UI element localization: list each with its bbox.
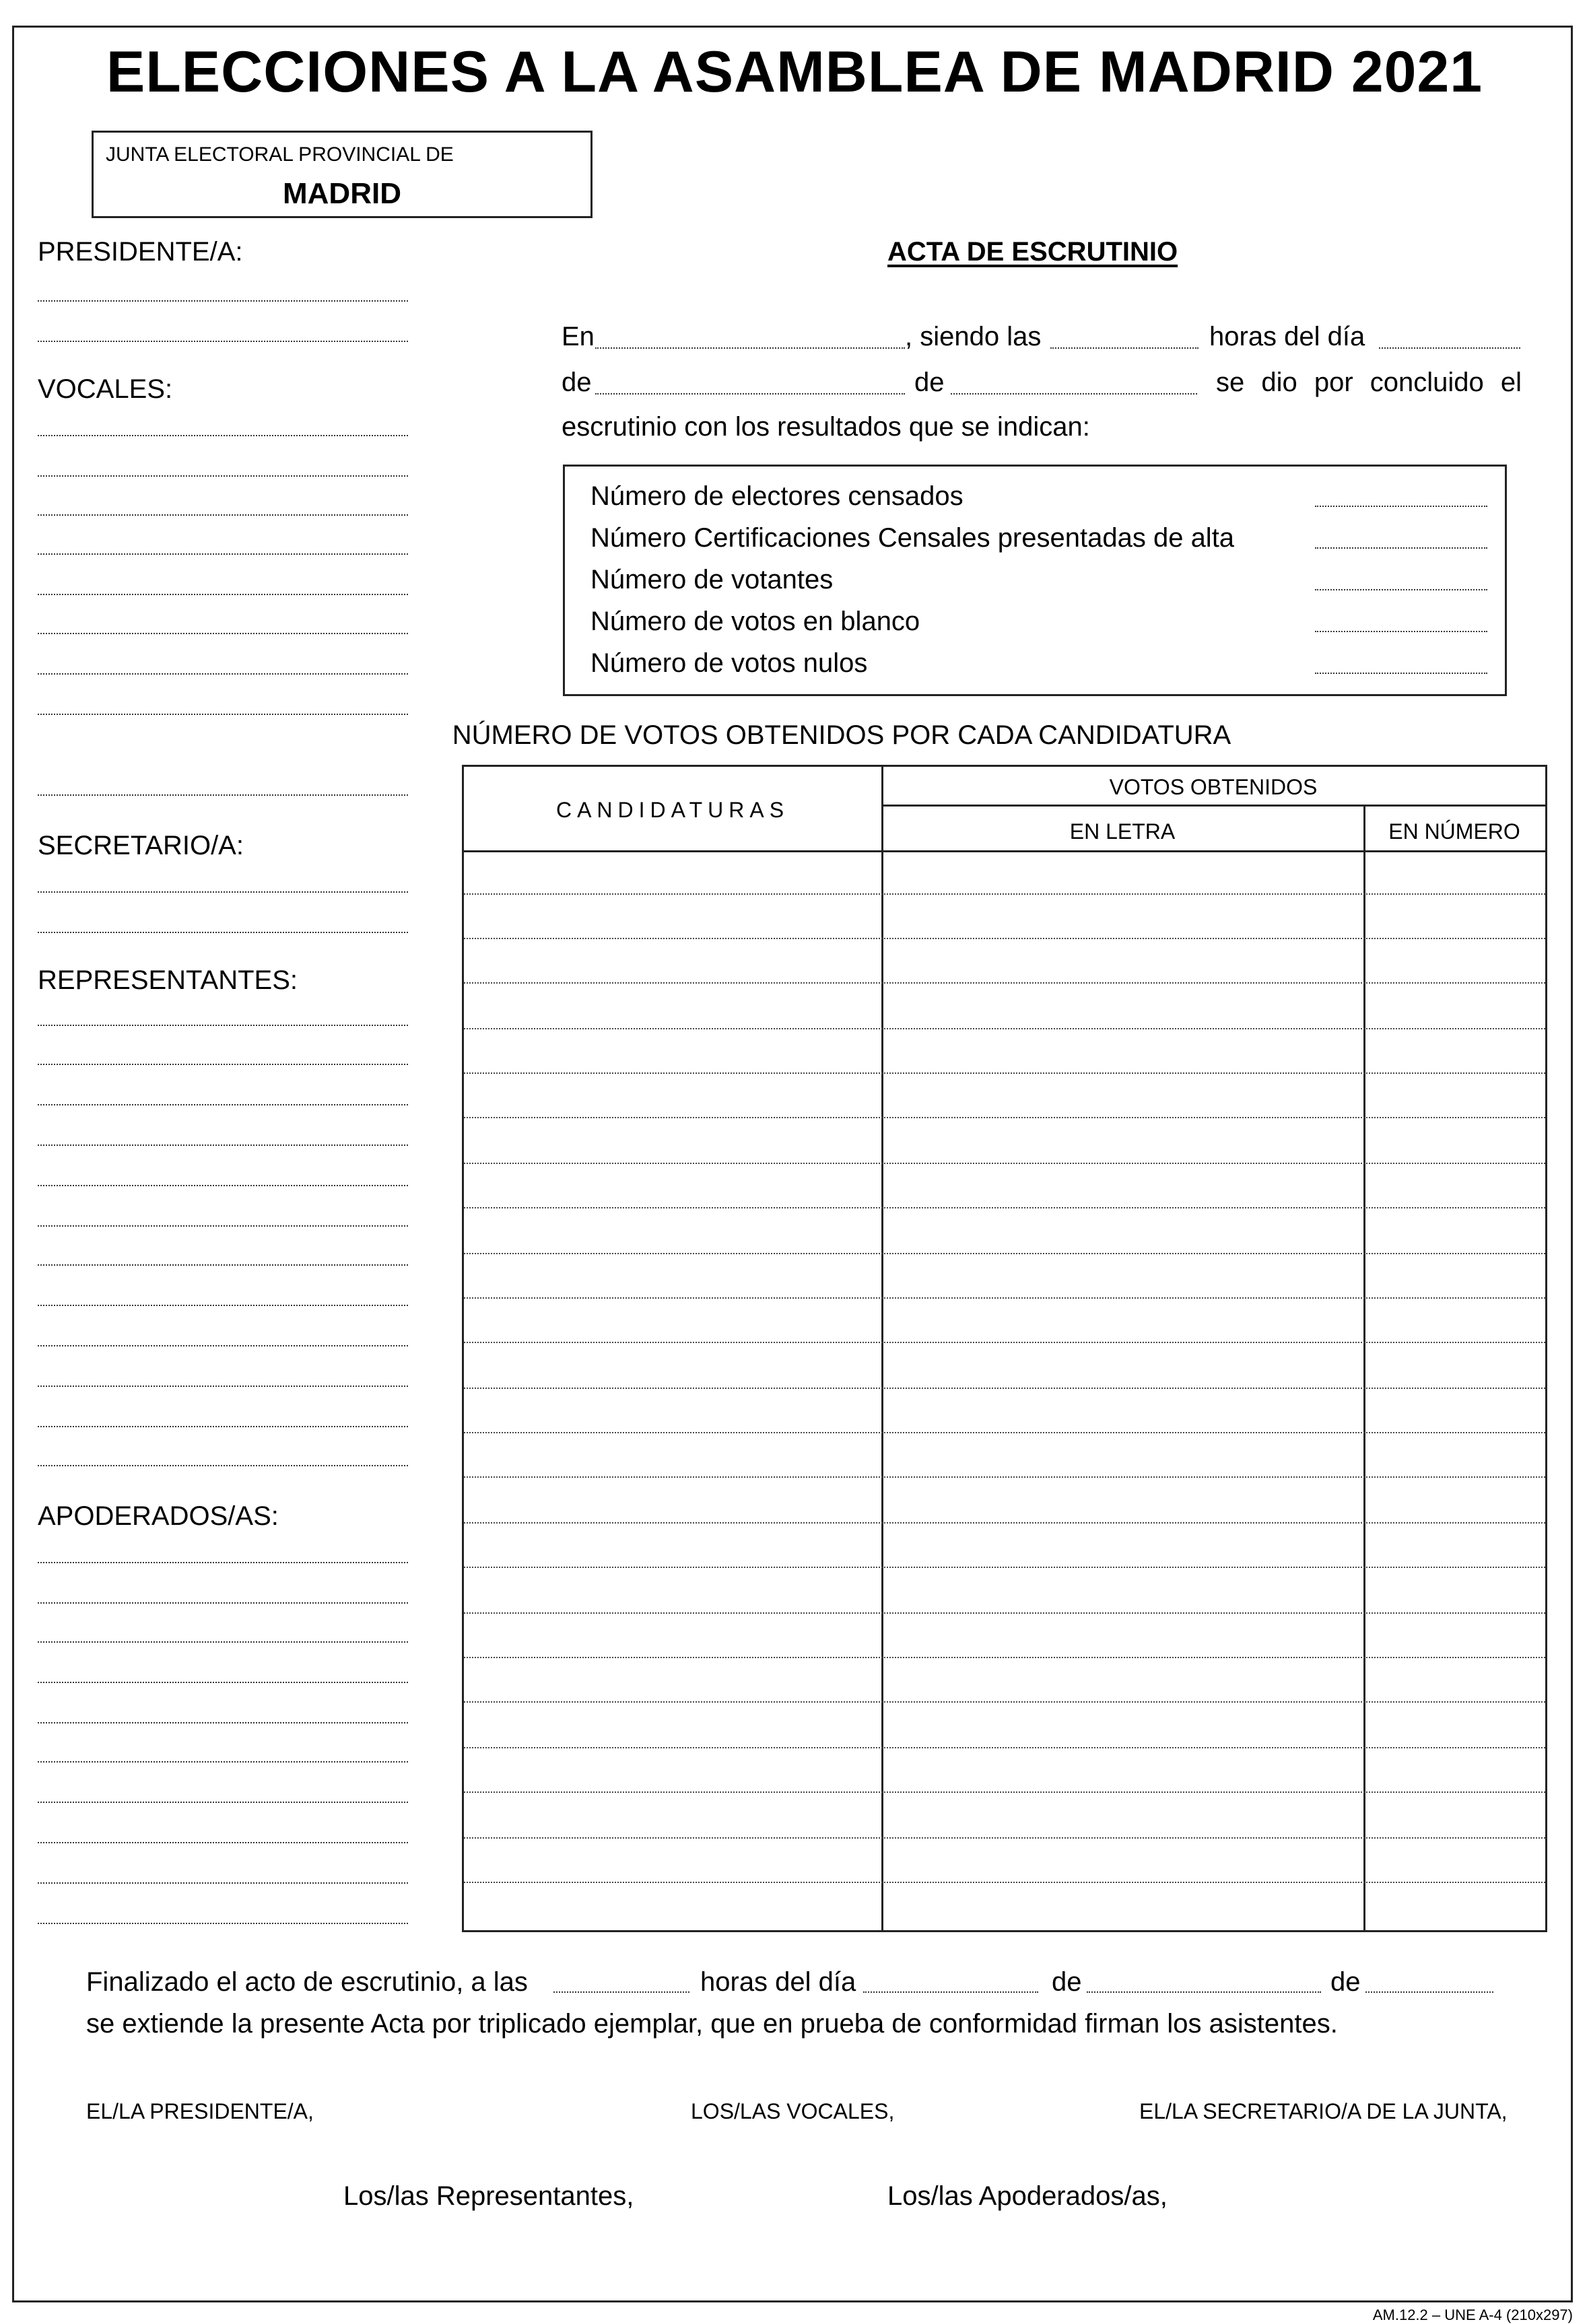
representantes-label: REPRESENTANTES: <box>38 965 298 995</box>
table-row[interactable] <box>464 1297 1545 1299</box>
presidente-label: PRESIDENTE/A: <box>38 237 243 267</box>
table-row[interactable] <box>464 1253 1545 1254</box>
footer-de-2: de <box>1330 1967 1361 1997</box>
table-row[interactable] <box>464 1791 1545 1793</box>
vocales-label: VOCALES: <box>38 374 173 404</box>
acta-hour-field[interactable] <box>1050 347 1198 349</box>
stat-certificaciones: Número Certificaciones Censales presentadas de alta <box>590 523 1235 553</box>
sig-presidente: EL/LA PRESIDENTE/A, <box>86 2099 314 2123</box>
table-row[interactable] <box>464 1701 1545 1703</box>
sig-secretario: EL/LA SECRETARIO/A DE LA JUNTA, <box>1139 2099 1508 2123</box>
representantes-line[interactable] <box>38 1185 408 1186</box>
acta-resultados: escrutinio con los resultados que se indican: <box>562 412 1090 442</box>
acta-de-2: de <box>914 368 945 397</box>
table-row[interactable] <box>464 1657 1545 1658</box>
vocales-line[interactable] <box>38 553 408 555</box>
apoderados-line[interactable] <box>38 1882 408 1884</box>
table-row[interactable] <box>464 1882 1545 1883</box>
footer-horas: horas del día <box>700 1967 856 1997</box>
table-row[interactable] <box>464 1837 1545 1839</box>
table-row[interactable] <box>464 1567 1545 1568</box>
representantes-line[interactable] <box>38 1104 408 1105</box>
col-en-numero: EN NÚMERO <box>1388 819 1520 844</box>
table-row[interactable] <box>464 1207 1545 1208</box>
footer-day-field[interactable] <box>863 1991 1038 1993</box>
junta-province: MADRID <box>283 177 401 210</box>
stat-nulos-field[interactable] <box>1315 673 1487 674</box>
representantes-line[interactable] <box>38 1144 408 1146</box>
representantes-line[interactable] <box>38 1465 408 1466</box>
votes-heading: NÚMERO DE VOTOS OBTENIDOS POR CADA CANDIDATURA <box>452 720 1231 750</box>
table-row[interactable] <box>464 1522 1545 1524</box>
table-row[interactable] <box>464 1342 1545 1343</box>
apoderados-line[interactable] <box>38 1641 408 1643</box>
table-divider <box>881 767 883 1930</box>
sig-representantes: Los/las Representantes, <box>343 2181 634 2211</box>
junta-box <box>92 131 593 218</box>
table-row[interactable] <box>464 1388 1545 1389</box>
acta-year-field[interactable] <box>951 393 1197 395</box>
footer-triplicado: se extiende la presente Acta por triplicado ejemplar, que en prueba de conformidad firman los asistentes. <box>86 2009 1338 2039</box>
stat-certificaciones-field[interactable] <box>1315 547 1487 549</box>
representantes-line[interactable] <box>38 1426 408 1427</box>
acta-siendo: , siendo las <box>905 322 1042 351</box>
table-row[interactable] <box>464 1432 1545 1433</box>
col-en-letra: EN LETRA <box>1069 819 1176 844</box>
acta-en: En <box>562 322 595 351</box>
sig-vocales: LOS/LAS VOCALES, <box>691 2099 895 2123</box>
vocales-line[interactable] <box>38 594 408 595</box>
stat-electores-field[interactable] <box>1315 506 1487 507</box>
table-row[interactable] <box>464 938 1545 939</box>
table-header-bottom <box>464 850 1545 852</box>
representantes-line[interactable] <box>38 1345 408 1346</box>
apoderados-line[interactable] <box>38 1923 408 1924</box>
footer-finalizado: Finalizado el acto de escrutinio, a las <box>86 1967 528 1997</box>
table-row[interactable] <box>464 893 1545 895</box>
representantes-line[interactable] <box>38 1305 408 1306</box>
table-row[interactable] <box>464 1163 1545 1164</box>
secretario-line[interactable] <box>38 932 408 933</box>
acta-day-field[interactable] <box>1379 347 1520 349</box>
stat-electores: Número de electores censados <box>590 481 963 511</box>
stat-blanco: Número de votos en blanco <box>590 607 920 636</box>
table-row[interactable] <box>464 1028 1545 1029</box>
representantes-line[interactable] <box>38 1264 408 1266</box>
secretario-label: SECRETARIO/A: <box>38 831 244 860</box>
acta-de-1: de <box>562 368 592 397</box>
apoderados-line[interactable] <box>38 1802 408 1803</box>
stat-blanco-field[interactable] <box>1315 631 1487 632</box>
form-reference: AM.12.2 – UNE A-4 (210x297) <box>1372 2306 1573 2323</box>
secretario-line[interactable] <box>38 891 408 893</box>
presidente-line[interactable] <box>38 300 408 302</box>
page-title: ELECCIONES A LA ASAMBLEA DE MADRID 2021 <box>106 40 1483 104</box>
acta-concluido: se dio por concluido el <box>1216 368 1522 397</box>
footer-month-field[interactable] <box>1087 1991 1321 1993</box>
sig-apoderados: Los/las Apoderados/as, <box>887 2181 1168 2211</box>
vocales-line[interactable] <box>38 794 408 796</box>
footer-year-field[interactable] <box>1365 1991 1493 1993</box>
acta-horas: horas del día <box>1209 322 1365 351</box>
stat-votantes-field[interactable] <box>1315 589 1487 590</box>
acta-place-field[interactable] <box>595 347 905 349</box>
table-row[interactable] <box>464 1117 1545 1118</box>
footer-de-1: de <box>1052 1967 1082 1997</box>
vocales-line[interactable] <box>38 514 408 516</box>
table-row[interactable] <box>464 1072 1545 1074</box>
vocales-line[interactable] <box>38 673 408 675</box>
table-row[interactable] <box>464 1612 1545 1614</box>
vocales-line[interactable] <box>38 475 408 477</box>
vocales-line[interactable] <box>38 714 408 715</box>
table-divider <box>1363 805 1365 1930</box>
stat-votantes: Número de votantes <box>590 565 834 594</box>
apoderados-line[interactable] <box>38 1682 408 1683</box>
table-row[interactable] <box>464 982 1545 984</box>
col-votos-obtenidos: VOTOS OBTENIDOS <box>1109 775 1318 799</box>
table-row[interactable] <box>464 1476 1545 1478</box>
representantes-line[interactable] <box>38 1025 408 1026</box>
acta-title: ACTA DE ESCRUTINIO <box>887 237 1178 267</box>
apoderados-line[interactable] <box>38 1722 408 1723</box>
votes-table <box>462 765 1547 1932</box>
presidente-line[interactable] <box>38 341 408 342</box>
junta-label: JUNTA ELECTORAL PROVINCIAL DE <box>106 143 454 166</box>
vocales-line[interactable] <box>38 435 408 436</box>
table-row[interactable] <box>464 1747 1545 1748</box>
apoderados-line[interactable] <box>38 1562 408 1563</box>
representantes-line[interactable] <box>38 1225 408 1227</box>
apoderados-line[interactable] <box>38 1761 408 1763</box>
apoderados-label: APODERADOS/AS: <box>38 1501 279 1531</box>
stats-box <box>563 465 1507 696</box>
representantes-line[interactable] <box>38 1386 408 1387</box>
footer-hour-field[interactable] <box>553 1991 689 1993</box>
apoderados-line[interactable] <box>38 1602 408 1604</box>
acta-month-field[interactable] <box>595 393 905 395</box>
stat-nulos: Número de votos nulos <box>590 648 868 678</box>
col-candidaturas: CANDIDATURAS <box>555 798 790 822</box>
vocales-line[interactable] <box>38 633 408 634</box>
table-divider <box>881 805 1545 807</box>
apoderados-line[interactable] <box>38 1842 408 1843</box>
representantes-line[interactable] <box>38 1064 408 1065</box>
